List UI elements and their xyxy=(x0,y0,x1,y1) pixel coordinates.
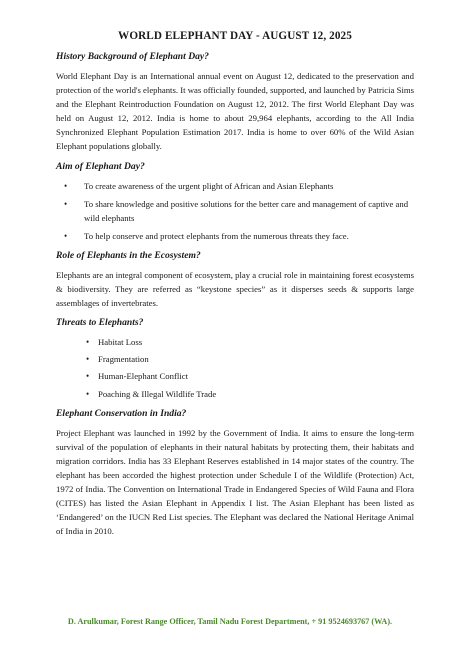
aim-item-text: To share knowledge and positive solutions for the better care and management of captive and wild elephants xyxy=(84,198,409,223)
role-heading: Role of Elephants in the Ecosystem? xyxy=(56,249,201,261)
aim-list xyxy=(56,179,414,243)
bullet-icon: • xyxy=(64,230,68,241)
aim-heading: Aim of Elephant Day? xyxy=(56,160,145,172)
threat-item-text: Habitat Loss xyxy=(98,337,143,348)
conservation-heading: Elephant Conservation in India? xyxy=(56,407,187,419)
bullet-icon: • xyxy=(64,198,68,209)
history-heading: History Background of Elephant Day? xyxy=(56,51,209,62)
role-paragraph: Elephants are an integral component of ecosystem, play a crucial role in maintaining forest ecosystems & biodiversity. They are referred as “keystone species” as it disperses seeds & supports large assemblages of invertebrates. xyxy=(56,269,414,309)
bullet-icon: • xyxy=(86,354,90,365)
page-title: WORLD ELEPHANT DAY - AUGUST 12, 2025 xyxy=(118,30,352,42)
list-item xyxy=(86,369,414,383)
list-item xyxy=(86,387,414,401)
list-item xyxy=(64,197,414,225)
author-footer: D. Arulkumar, Forest Range Officer, Tamil Nadu Forest Department, + 91 9524693767 (WA). xyxy=(67,617,393,626)
threats-heading: Threats to Elephants? xyxy=(56,317,144,329)
bullet-icon: • xyxy=(86,371,90,382)
threat-item-text: Human-Elephant Conflict xyxy=(98,371,188,382)
bullet-icon: • xyxy=(86,388,90,399)
list-item xyxy=(64,179,414,193)
aim-item-text: To help conserve and protect elephants from the numerous threats they face. xyxy=(84,230,349,241)
aim-item-text: To create awareness of the urgent plight of African and Asian Elephants xyxy=(84,180,334,191)
bullet-icon: • xyxy=(86,337,90,348)
threat-item-text: Fragmentation xyxy=(98,354,149,365)
conservation-paragraph: Project Elephant was launched in 1992 by the Government of India. It aims to ensure the long-term survival of the population of elephants in their natural habitats by protecting them, their habitats and migration corridors. India has 33 Elephant Reserves established in 14 major states of the country. The elephant has been accorded the highest protection under Schedule I of the Wildlife (Protection) Act, 1972 of India. The Convention on International Trade in Endangered Species of Wild Fauna and Flora (CITES) has listed the Asian Elephant in Appendix I list. The Asian Elephant has been listed as ‘Endangered’ on the IUCN Red List species. The Elephant was declared the National Heritage Animal of India in 2010. xyxy=(56,427,414,537)
list-item xyxy=(86,335,414,349)
threats-list xyxy=(56,335,414,400)
threat-item-text: Poaching & Illegal Wildlife Trade xyxy=(98,388,217,399)
history-paragraph: World Elephant Day is an International annual event on August 12, dedicated to the preservation and protection of the world's elephants. It was officially founded, supported, and launched by Patricia Sims and the Elephant Reintroduction Foundation on August 12, 2012. The first World Elephant Day was held on August 12, 2012. India is home to about 29,964 elephants, according to the All India Synchronized Elephant Population Estimation 2017. India is home to over 60% of the Wild Asian Elephant populations globally. xyxy=(56,71,414,152)
list-item xyxy=(86,352,414,366)
list-item xyxy=(64,229,414,243)
bullet-icon: • xyxy=(64,180,68,191)
